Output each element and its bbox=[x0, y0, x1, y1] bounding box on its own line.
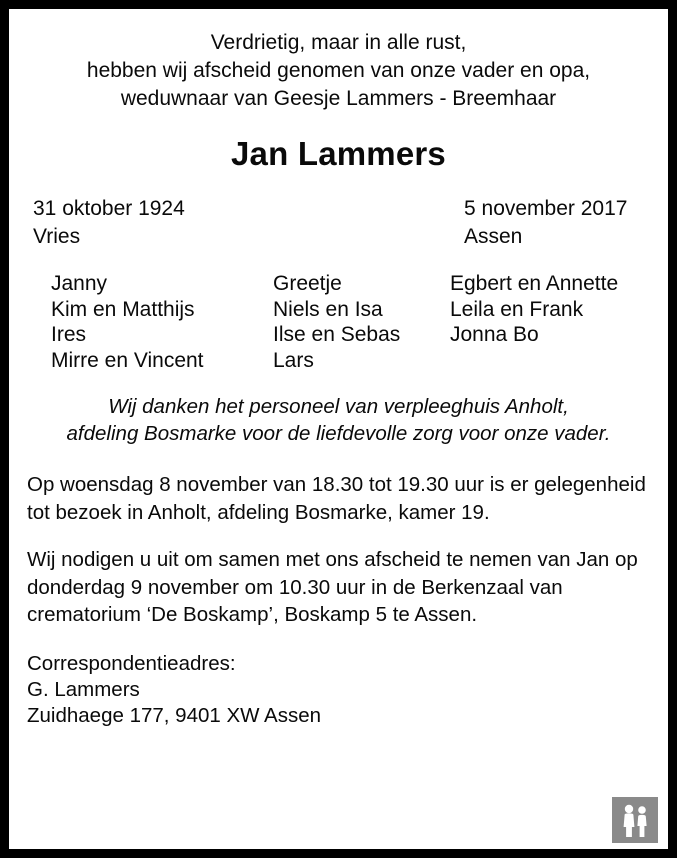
correspondence-block bbox=[27, 651, 650, 729]
thanks-line-2: afdeling Bosmarke voor de liefdevolle zorg voor onze vader. bbox=[66, 422, 611, 445]
mourning-figures-icon bbox=[612, 797, 658, 843]
death-date: 5 november 2017 bbox=[464, 197, 628, 220]
family-name: Lars bbox=[273, 348, 314, 372]
life-dates bbox=[27, 195, 650, 253]
family-name: Ilse en Sebas bbox=[273, 323, 401, 346]
family-name: Jonna Bo bbox=[450, 323, 539, 346]
family-name: Ires bbox=[51, 323, 87, 346]
family-name: Janny bbox=[51, 272, 108, 295]
intro-text bbox=[27, 29, 650, 113]
deceased-name: Jan Lammers bbox=[231, 135, 446, 172]
obituary-content bbox=[9, 9, 668, 849]
family-name: Egbert en Annette bbox=[450, 272, 619, 295]
death-info bbox=[464, 195, 627, 251]
thanks-text bbox=[27, 393, 650, 447]
family-column-1 bbox=[51, 271, 204, 373]
thanks-line-1: Wij danken het personeel van verpleeghuis Anholt, bbox=[108, 395, 569, 418]
family-column-2 bbox=[273, 271, 400, 373]
ceremony-paragraph: Wij nodigen u uit om samen met ons afscheid te nemen van Jan op donderdag 9 november om 10.30 uur in de Berkenzaal van crematorium ‘De Boskamp’, Boskamp 5 te Assen. bbox=[27, 548, 638, 626]
visit-paragraph: Op woensdag 8 november van 18.30 tot 19.30 uur is er gelegenheid tot bezoek in Anholt, afdeling Bosmarke, kamer 19. bbox=[27, 473, 646, 524]
family-name: Kim en Matthijs bbox=[51, 297, 195, 321]
family-name: Greetje bbox=[273, 272, 342, 295]
correspondence-label: Correspondentieadres: bbox=[27, 651, 236, 675]
family-name: Niels en Isa bbox=[273, 297, 383, 321]
birth-place: Vries bbox=[33, 225, 81, 248]
intro-line-2: hebben wij afscheid genomen van onze vader en opa, bbox=[86, 59, 591, 82]
birth-info bbox=[33, 195, 185, 251]
family-column-3 bbox=[450, 271, 618, 348]
birth-date: 31 oktober 1924 bbox=[33, 197, 185, 220]
correspondence-address: Zuidhaege 177, 9401 XW Assen bbox=[27, 703, 322, 727]
death-place: Assen bbox=[464, 225, 523, 248]
intro-line-3: weduwnaar van Geesje Lammers - Breemhaar bbox=[120, 87, 557, 110]
correspondence-name: G. Lammers bbox=[27, 677, 140, 701]
family-name: Mirre en Vincent bbox=[51, 348, 204, 372]
family-name: Leila en Frank bbox=[450, 297, 584, 321]
intro-line-1: Verdrietig, maar in alle rust, bbox=[210, 31, 467, 54]
family-names bbox=[27, 271, 650, 375]
